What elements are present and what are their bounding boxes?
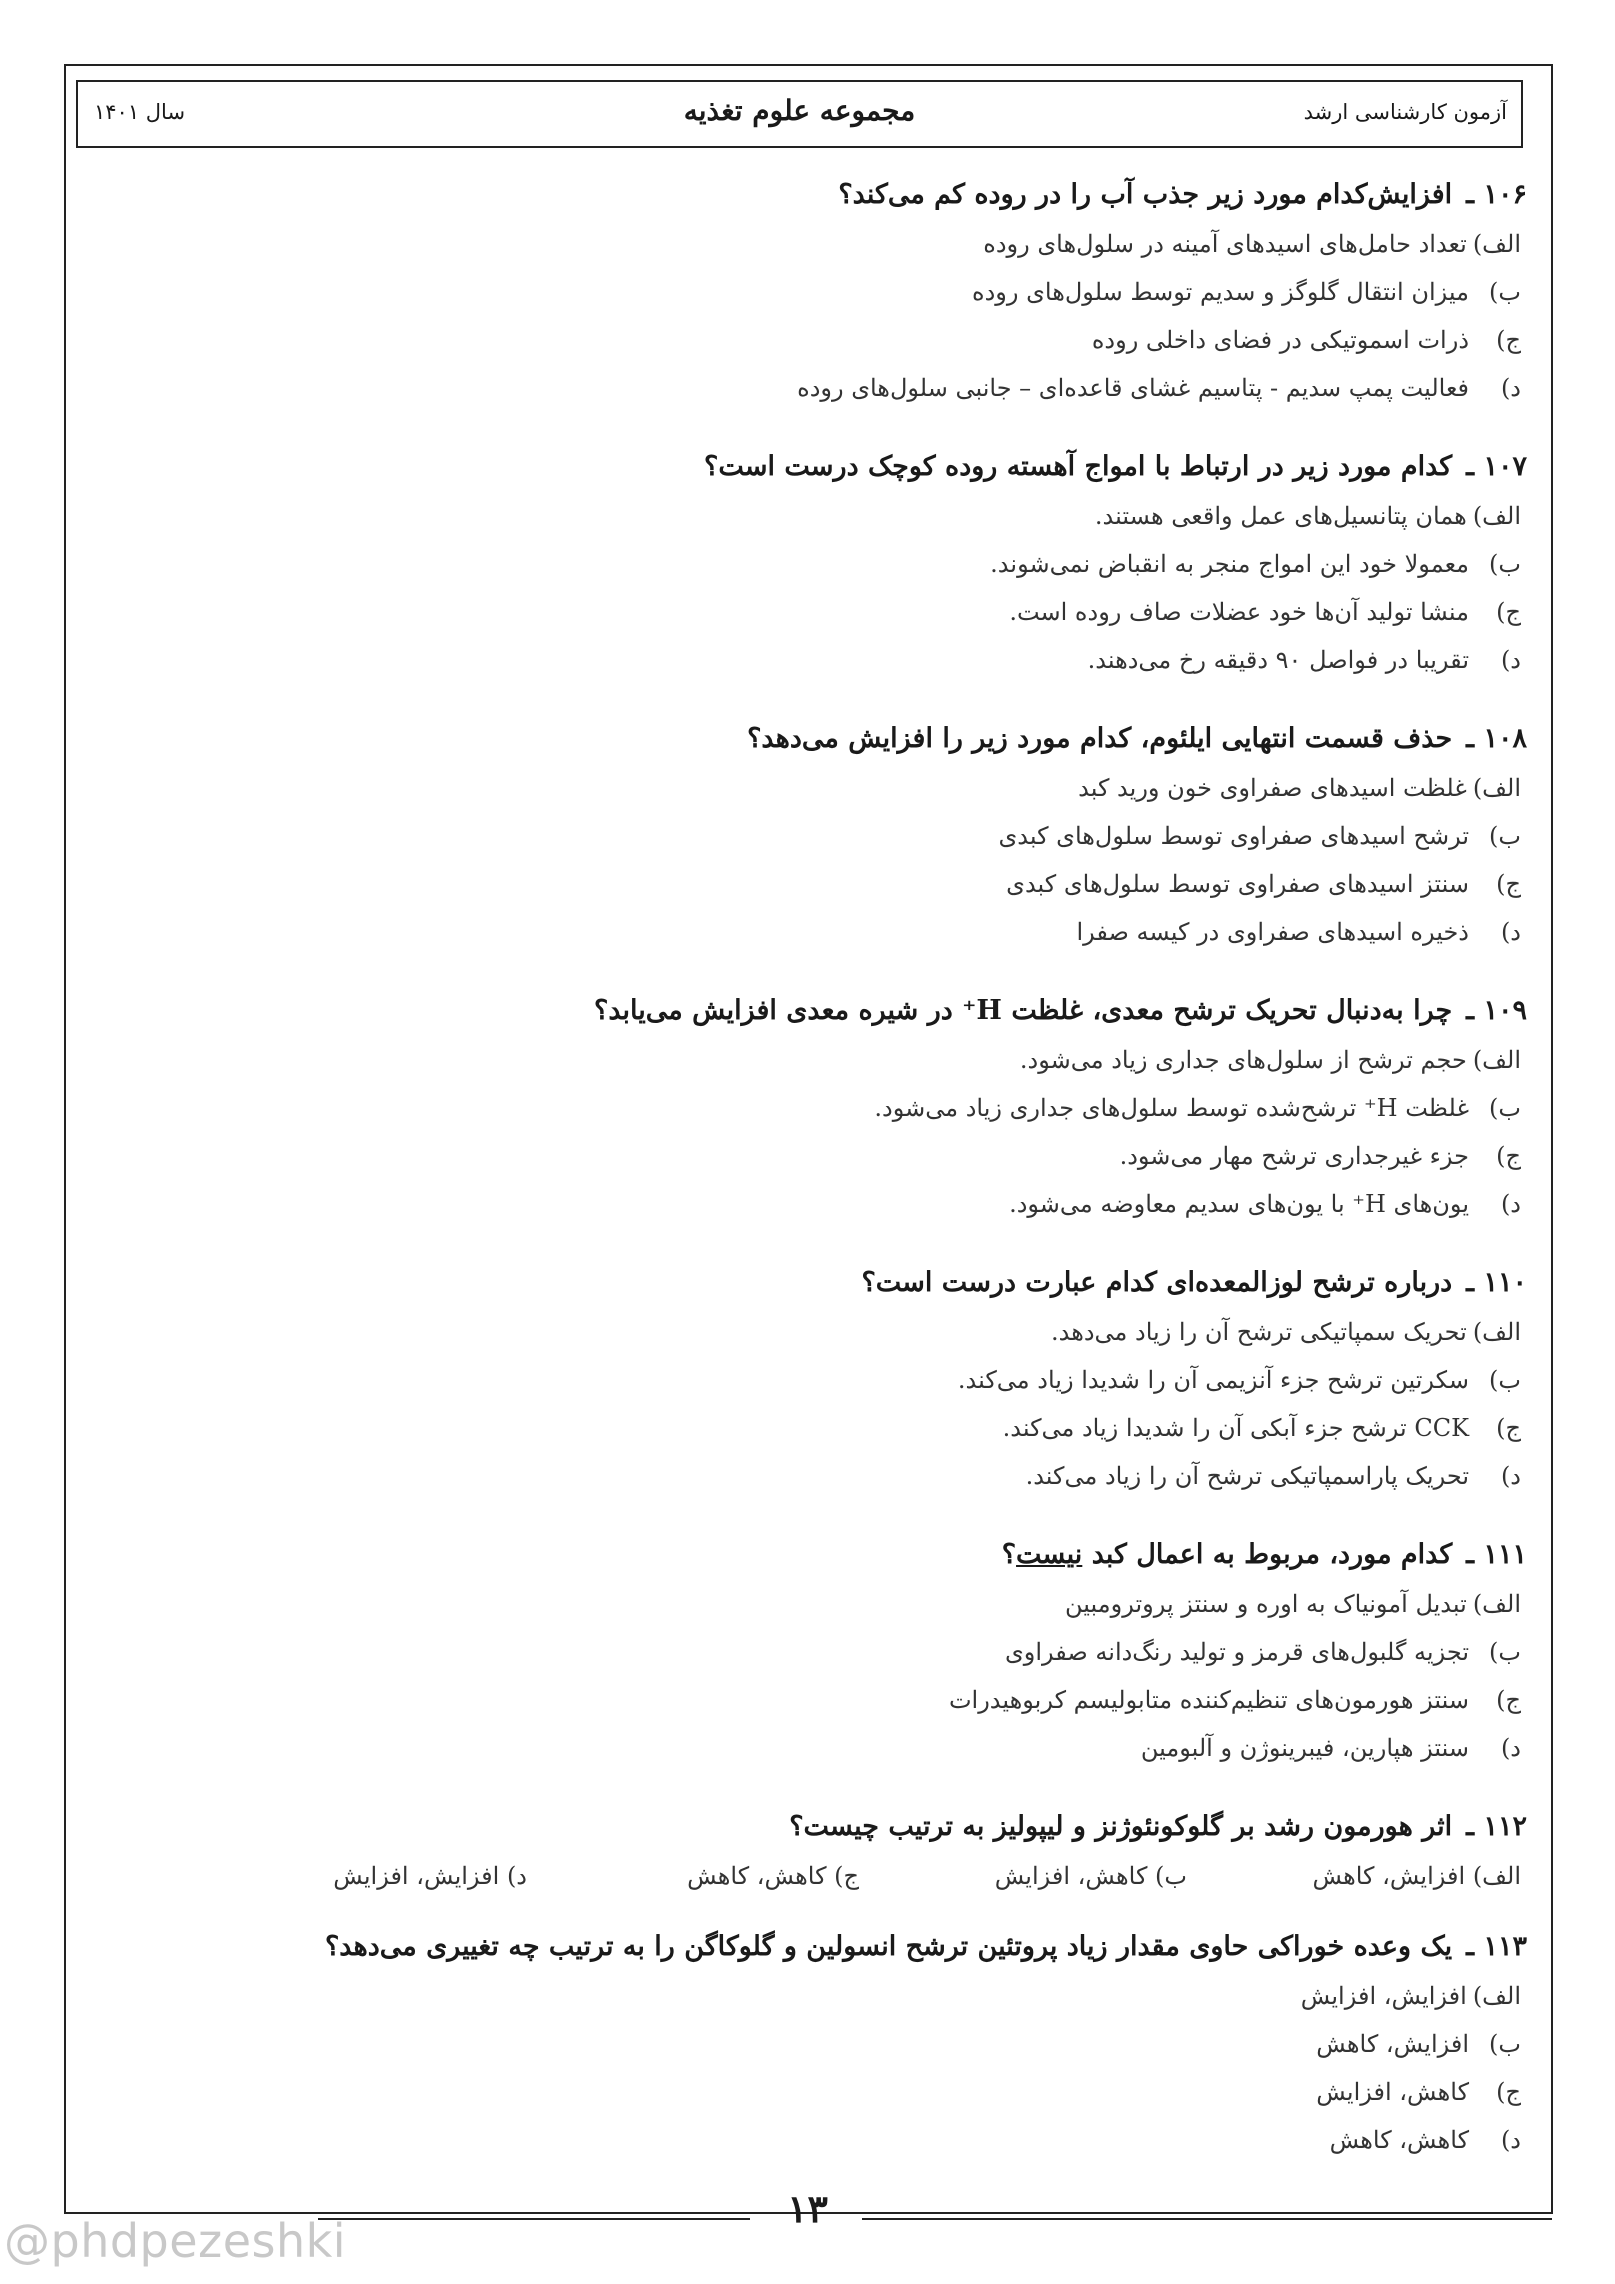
question-text: درباره ترشح لوزالمعده‌ای کدام عبارت درست است؟ <box>861 1267 1453 1298</box>
option-text: سنتز اسیدهای صفراوی توسط سلول‌های کبدی <box>1006 870 1469 898</box>
option-letter: الف) <box>1472 1318 1521 1346</box>
option-text: همان پتانسیل‌های عمل واقعی هستند. <box>1094 502 1467 530</box>
option-letter: ج) <box>1496 1686 1521 1714</box>
option-b <box>995 1852 1187 1900</box>
option-b <box>747 812 1527 860</box>
option-text: افزایش، افزایش <box>1300 1982 1467 2010</box>
option-letter: د) <box>1500 1462 1521 1490</box>
option-letter: د) <box>1500 1190 1521 1218</box>
option-text: افزایش، کاهش <box>1312 1862 1466 1890</box>
option-text: ذرات اسموتیکی در فضای داخلی روده <box>1091 326 1469 354</box>
option-c <box>594 1132 1527 1180</box>
question-stem <box>861 1258 1527 1308</box>
option-text: غلظت H⁺ ترشح‌شده توسط سلول‌های جداری زیاد می‌شود. <box>874 1094 1469 1122</box>
question-text: حذف قسمت انتهایی ایلئوم، کدام مورد زیر را افزایش می‌دهد؟ <box>747 723 1453 754</box>
option-letter: الف) <box>1472 502 1521 530</box>
option-letter: ب) <box>1489 822 1521 850</box>
option-letter: ج) <box>1496 326 1521 354</box>
question-110 <box>861 1258 1527 1500</box>
question-107 <box>704 442 1527 684</box>
option-d <box>797 364 1527 412</box>
option-a <box>797 220 1527 268</box>
option-c <box>797 316 1527 364</box>
question-number: ۱۱۱ ـ <box>1466 1539 1527 1570</box>
option-text: فعالیت پمپ سدیم - پتاسیم غشای قاعده‌ای – جانبی سلول‌های روده <box>797 374 1469 402</box>
option-text: سنتز هپارین، فیبرینوژن و آلبومین <box>1140 1734 1469 1762</box>
option-letter: ج) <box>1496 2078 1521 2106</box>
header <box>76 80 1523 148</box>
watermark: @phdpezeshki <box>4 2214 347 2268</box>
question-113 <box>325 1922 1527 2164</box>
option-d <box>325 2116 1527 2164</box>
option-a <box>949 1580 1527 1628</box>
option-letter: الف) <box>1472 774 1521 802</box>
question-text: چرا به‌دنبال تحریک ترشح معدی، غلظت H⁺ در شیره معدی افزایش می‌یابد؟ <box>594 995 1453 1026</box>
option-a <box>1312 1852 1521 1900</box>
inline-options <box>197 1852 1527 1900</box>
option-b <box>861 1356 1527 1404</box>
question-text: کدام مورد زیر در ارتباط با امواج آهسته روده کوچک درست است؟ <box>704 451 1453 482</box>
question-text: کدام مورد، مربوط به اعمال کبد <box>1091 1539 1453 1570</box>
option-letter: الف) <box>1472 1046 1521 1074</box>
option-letter: ج) <box>1496 1142 1521 1170</box>
option-text: افزایش، کاهش <box>1316 2030 1469 2058</box>
question-text: اثر هورمون رشد بر گلوکونئوژنز و لیپولیز به ترتیب چیست؟ <box>789 1811 1453 1842</box>
option-letter: ج) <box>1496 598 1521 626</box>
page-number: ۱۳ <box>787 2186 828 2231</box>
question-109 <box>594 986 1527 1228</box>
option-c <box>687 1852 859 1900</box>
option-text: سنتز هورمون‌های تنظیم‌کننده متابولیسم کربوهیدرات <box>948 1686 1469 1714</box>
question-111 <box>949 1530 1527 1772</box>
page-title: مجموعه علوم تغذیه <box>683 94 916 127</box>
option-text: حجم ترشح از سلول‌های جداری زیاد می‌شود. <box>1019 1046 1467 1074</box>
question-text: یک وعده خوراکی حاوی مقدار زیاد پروتئین ترشح انسولین و گلوکاگن را به ترتیب چه تغییری می‌دهد؟ <box>324 1931 1453 1962</box>
option-c <box>704 588 1527 636</box>
question-stem <box>747 714 1527 764</box>
question-number: ۱۰۹ ـ <box>1466 995 1527 1026</box>
option-letter: الف) <box>1472 1590 1521 1618</box>
option-letter: ب) <box>1155 1862 1187 1890</box>
option-letter: د) <box>1500 374 1521 402</box>
option-letter: ج) <box>1496 870 1521 898</box>
option-a <box>594 1036 1527 1084</box>
exam-name: آزمون کارشناسی ارشد <box>1303 100 1507 124</box>
option-letter: الف) <box>1472 1982 1521 2010</box>
question-stem <box>797 170 1527 220</box>
question-108 <box>747 714 1527 956</box>
question-number: ۱۰۷ ـ <box>1466 451 1527 482</box>
question-text: افزایش‌کدام مورد زیر جذب آب را در روده کم می‌کند؟ <box>838 179 1453 210</box>
question-number: ۱۱۰ ـ <box>1466 1267 1527 1298</box>
option-letter: د) <box>506 1862 527 1890</box>
question-stem <box>197 1802 1527 1852</box>
option-text: تحریک سمپاتیکی ترشح آن را زیاد می‌دهد. <box>1050 1318 1467 1346</box>
option-text: CCK ترشح جزء آبکی آن را شدیدا زیاد می‌کند. <box>1002 1414 1469 1442</box>
option-text: سکرتین ترشح جزء آنزیمی آن را شدیدا زیاد می‌کند. <box>957 1366 1469 1394</box>
option-b <box>594 1084 1527 1132</box>
question-number: ۱۱۳ ـ <box>1466 1931 1527 1962</box>
option-a <box>704 492 1527 540</box>
option-text: تحریک پاراسمپاتیکی ترشح آن را زیاد می‌کند. <box>1025 1462 1469 1490</box>
question-number: ۱۰۸ ـ <box>1466 723 1527 754</box>
option-a <box>747 764 1527 812</box>
option-letter: د) <box>1500 918 1521 946</box>
option-text: ذخیره اسیدهای صفراوی در کیسه صفرا <box>1076 918 1469 946</box>
option-text: کاهش، کاهش <box>687 1862 827 1890</box>
option-letter: الف) <box>1472 1862 1521 1890</box>
option-text: کاهش، افزایش <box>994 1862 1148 1890</box>
option-text: یون‌های H⁺ با یون‌های سدیم معاوضه می‌شود. <box>1009 1190 1469 1218</box>
option-text: ترشح اسیدهای صفراوی توسط سلول‌های کبدی <box>998 822 1469 850</box>
option-b <box>797 268 1527 316</box>
option-d <box>333 1852 527 1900</box>
option-a <box>861 1308 1527 1356</box>
option-c <box>325 2068 1527 2116</box>
option-b <box>704 540 1527 588</box>
option-a <box>325 1972 1527 2020</box>
option-text: میزان انتقال گلوگز و سدیم توسط سلول‌های روده <box>972 278 1469 306</box>
option-text: افزایش، افزایش <box>333 1862 500 1890</box>
option-letter: ج) <box>834 1862 859 1890</box>
option-c <box>747 860 1527 908</box>
option-text: تقریبا در فواصل ۹۰ دقیقه رخ می‌دهند. <box>1087 646 1469 674</box>
option-letter: د) <box>1500 2126 1521 2154</box>
question-mark: ؟ <box>1001 1539 1017 1570</box>
option-text: کاهش، افزایش <box>1316 2078 1469 2106</box>
option-b <box>949 1628 1527 1676</box>
question-106 <box>797 170 1527 412</box>
negation-emphasis: نیست <box>1016 1539 1083 1570</box>
option-text: تبدیل آمونیاک به اوره و سنتز پروترومبین <box>1065 1590 1467 1618</box>
question-stem <box>704 442 1527 492</box>
question-number: ۱۰۶ ـ <box>1466 179 1527 210</box>
exam-year: سال ۱۴۰۱ <box>94 100 186 124</box>
option-text: کاهش، کاهش <box>1329 2126 1469 2154</box>
question-112 <box>197 1802 1527 1900</box>
option-letter: ب) <box>1489 550 1521 578</box>
option-letter: ب) <box>1489 278 1521 306</box>
option-letter: د) <box>1500 646 1521 674</box>
option-text: تعداد حامل‌های اسیدهای آمینه در سلول‌های روده <box>983 230 1467 258</box>
option-c <box>861 1404 1527 1452</box>
question-stem <box>949 1530 1527 1580</box>
option-text: تجزیه گلبول‌های قرمز و تولید رنگ‌دانه صفراوی <box>1004 1638 1469 1666</box>
question-stem <box>325 1922 1527 1972</box>
option-text: غلظت اسیدهای صفراوی خون ورید کبد <box>1078 774 1467 802</box>
option-letter: د) <box>1500 1734 1521 1762</box>
option-d <box>861 1452 1527 1500</box>
question-number: ۱۱۲ ـ <box>1466 1811 1527 1842</box>
option-d <box>704 636 1527 684</box>
option-b <box>325 2020 1527 2068</box>
option-text: منشا تولید آن‌ها خود عضلات صاف روده است. <box>1009 598 1469 626</box>
option-letter: ب) <box>1489 1366 1521 1394</box>
option-letter: ب) <box>1489 1094 1521 1122</box>
option-text: جزء غیرجداری ترشح مهار می‌شود. <box>1119 1142 1469 1170</box>
option-d <box>594 1180 1527 1228</box>
option-d <box>747 908 1527 956</box>
option-letter: الف) <box>1472 230 1521 258</box>
option-c <box>949 1676 1527 1724</box>
option-text: معمولا خود این امواج منجر به انقباض نمی‌شوند. <box>990 550 1469 578</box>
option-letter: ب) <box>1489 2030 1521 2058</box>
question-stem <box>594 986 1527 1036</box>
option-letter: ج) <box>1496 1414 1521 1442</box>
option-letter: ب) <box>1489 1638 1521 1666</box>
option-d <box>949 1724 1527 1772</box>
